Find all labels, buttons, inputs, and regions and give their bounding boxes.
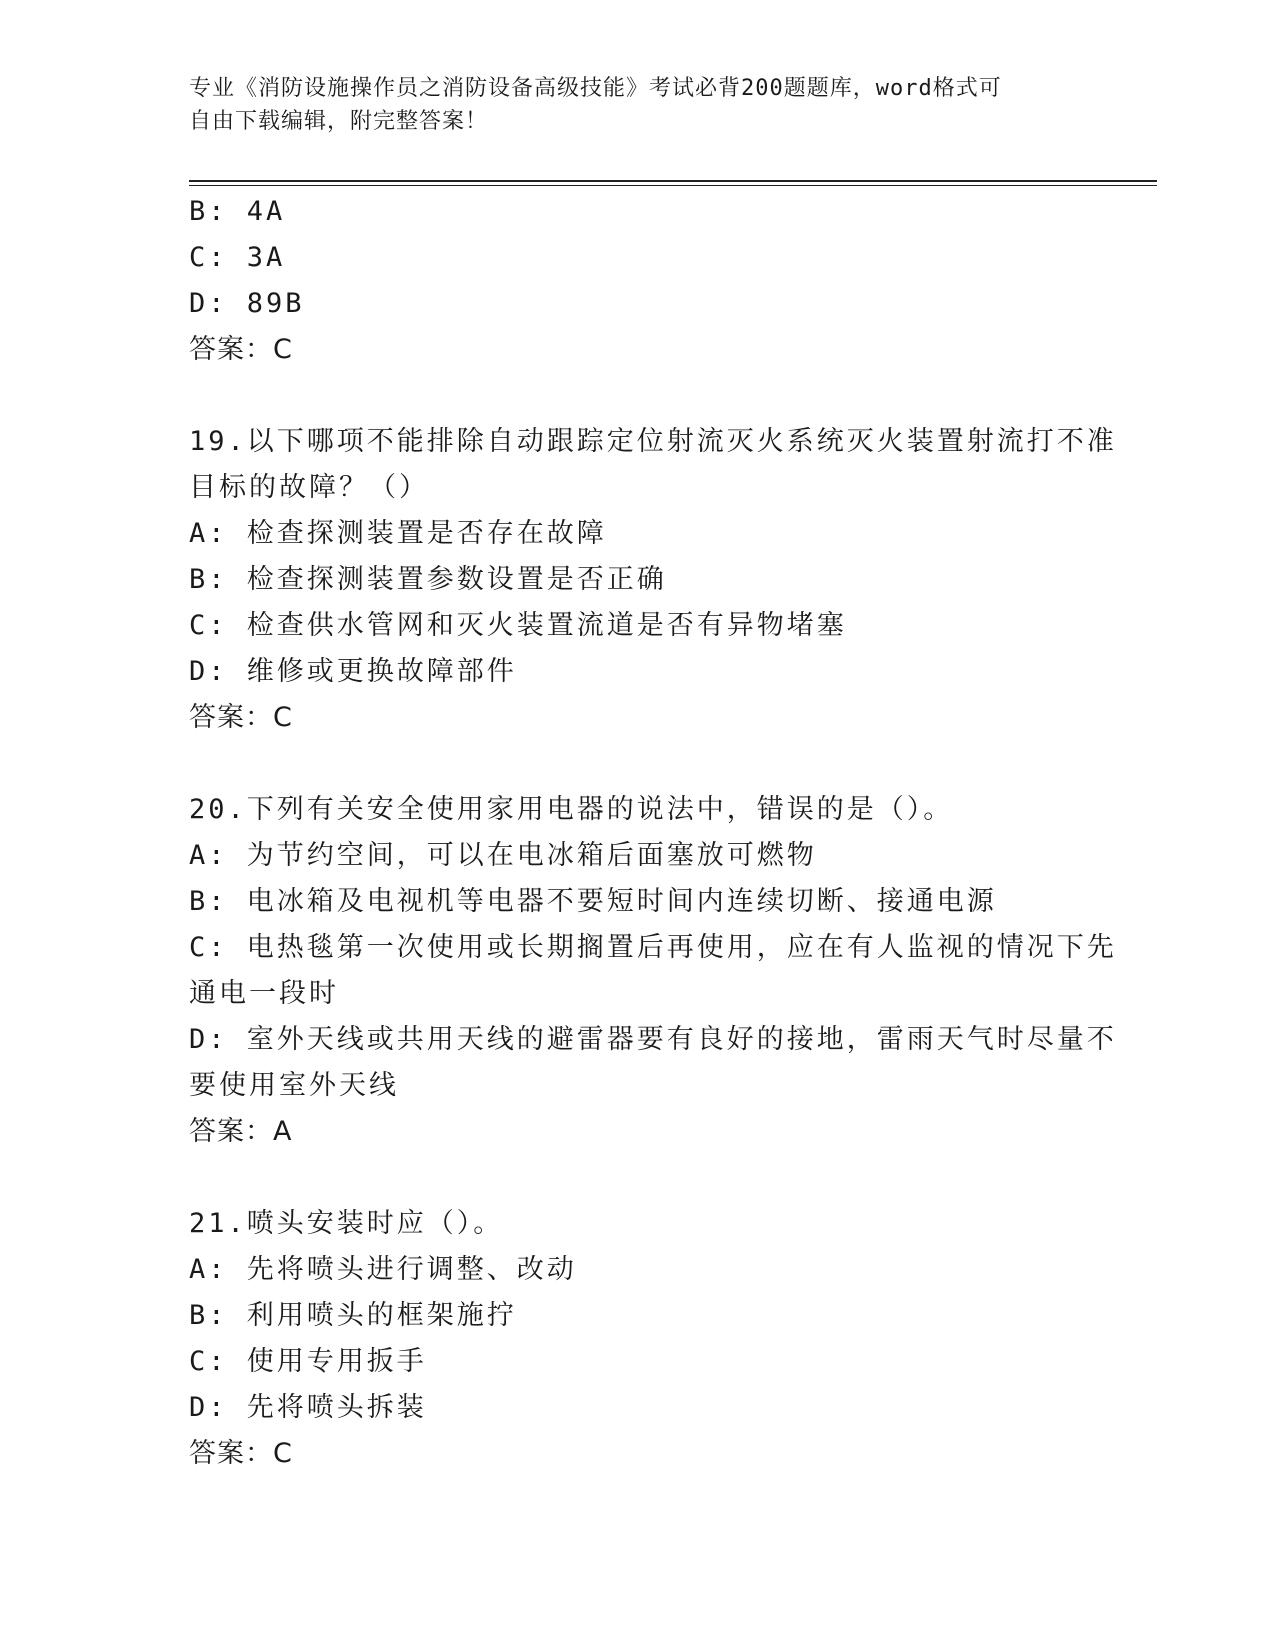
option-d: D: 维修或更换故障部件 [189,656,517,687]
question-block-21 [189,1201,1089,1477]
question-block-18 [189,189,1089,373]
question-text: 20.下列有关安全使用家用电器的说法中，错误的是（）。 [189,794,954,825]
question-list [189,189,1117,1477]
answer: 答案：C [189,702,293,733]
header-divider-thin [189,185,1157,186]
header-divider [189,180,1157,182]
header-line-2: 自由下载编辑，附完整答案！ [189,109,489,134]
option-b: B: 电冰箱及电视机等电器不要短时间内连续切断、接通电源 [189,886,997,917]
answer: 答案：C [189,334,293,365]
option-a: A: 先将喷头进行调整、改动 [189,1254,577,1285]
question-text: 19.以下哪项不能排除自动跟踪定位射流灭火系统灭火装置射流打不准 [189,426,1117,457]
question-text-cont: 目标的故障？（） [189,472,429,503]
option-d: D: 室外天线或共用天线的避雷器要有良好的接地，雷雨天气时尽量不 [189,1024,1117,1055]
answer: 答案：C [189,1438,293,1469]
option-a: A: 为节约空间，可以在电冰箱后面塞放可燃物 [189,840,817,871]
document-header [189,72,1069,138]
header-line-1: 专业《消防设施操作员之消防设备高级技能》考试必背200题题库，word格式可 [189,76,1002,101]
question-block-19 [189,419,1117,741]
option-a: A: 检查探测装置是否存在故障 [189,518,607,549]
option-d-cont: 要使用室外天线 [189,1070,399,1101]
option-b: B: 检查探测装置参数设置是否正确 [189,564,667,595]
question-block-20 [189,787,1117,1155]
option-c-cont: 通电一段时 [189,978,339,1009]
option-c: C: 使用专用扳手 [189,1346,427,1377]
option-b: B: 利用喷头的框架施拧 [189,1300,517,1331]
option-c: C: 检查供水管网和灭火装置流道是否有异物堵塞 [189,610,847,641]
option-b: B: 4A [189,196,286,227]
question-text: 21.喷头安装时应（）。 [189,1208,504,1239]
option-d: D: 89B [189,288,305,319]
option-c: C: 3A [189,242,286,273]
answer: 答案：A [189,1116,293,1147]
option-d: D: 先将喷头拆装 [189,1392,427,1423]
option-c: C: 电热毯第一次使用或长期搁置后再使用，应在有人监视的情况下先 [189,932,1117,963]
